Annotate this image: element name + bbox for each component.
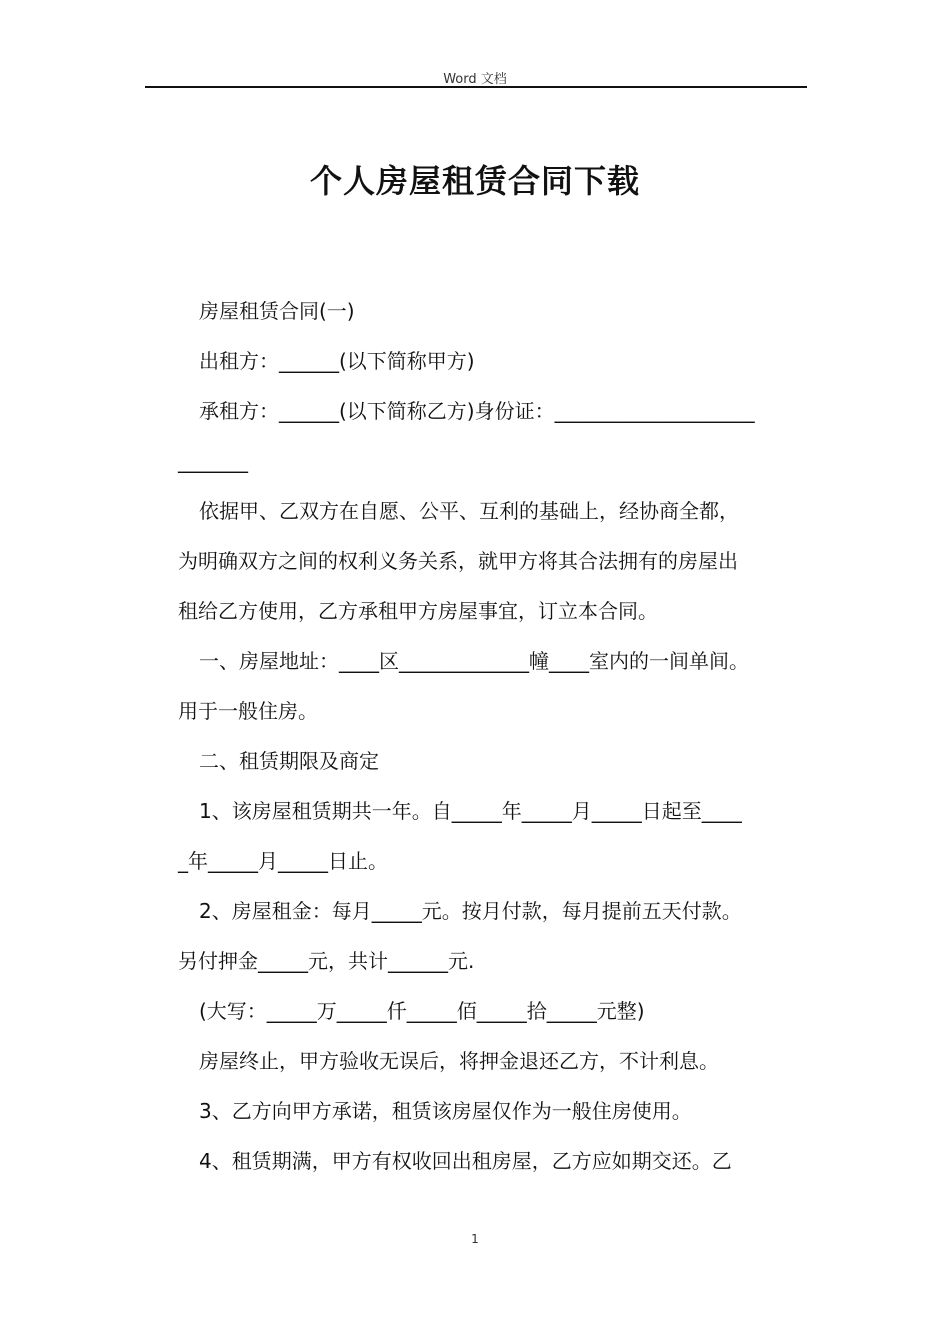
document-title: 个人房屋租赁合同下载 <box>309 162 640 200</box>
body-line: _______ <box>178 449 248 473</box>
page-header: Word 文档 <box>443 72 507 87</box>
body-line: 房屋终止，甲方验收无误后，将押金退还乙方，不计利息。 <box>199 1049 719 1073</box>
document-body <box>178 286 808 1186</box>
body-line: 用于一般住房。 <box>178 699 318 723</box>
body-line: _年_____月_____日止。 <box>178 849 388 873</box>
body-line: 一、房屋地址：____区_____________幢____室内的一间单间。 <box>199 649 749 673</box>
body-line: 4、租赁期满，甲方有权收回出租房屋，乙方应如期交还。乙 <box>199 1149 732 1173</box>
body-line: 1、该房屋租赁期共一年。自_____年_____月_____日起至____ <box>199 799 742 823</box>
body-line: 出租方：______(以下简称甲方) <box>199 349 475 373</box>
body-line: 为明确双方之间的权利义务关系，就甲方将其合法拥有的房屋出 <box>178 549 738 573</box>
body-line: 二、租赁期限及商定 <box>199 749 379 773</box>
body-line: 房屋租赁合同(一) <box>199 299 355 323</box>
body-line: 另付押金_____元，共计______元. <box>178 949 475 973</box>
page-number: 1 <box>471 1232 479 1246</box>
body-line: 承租方：______(以下简称乙方)身份证：____________________ <box>199 399 755 423</box>
header-divider <box>145 86 807 88</box>
body-line: 2、房屋租金：每月_____元。按月付款，每月提前五天付款。 <box>199 899 742 923</box>
body-line: (大写：_____万_____仟_____佰_____拾_____元整) <box>199 999 645 1023</box>
body-line: 3、乙方向甲方承诺，租赁该房屋仅作为一般住房使用。 <box>199 1099 692 1123</box>
body-line: 租给乙方使用，乙方承租甲方房屋事宜，订立本合同。 <box>178 599 658 623</box>
body-line: 依据甲、乙双方在自愿、公平、互利的基础上，经协商全都， <box>199 499 739 523</box>
